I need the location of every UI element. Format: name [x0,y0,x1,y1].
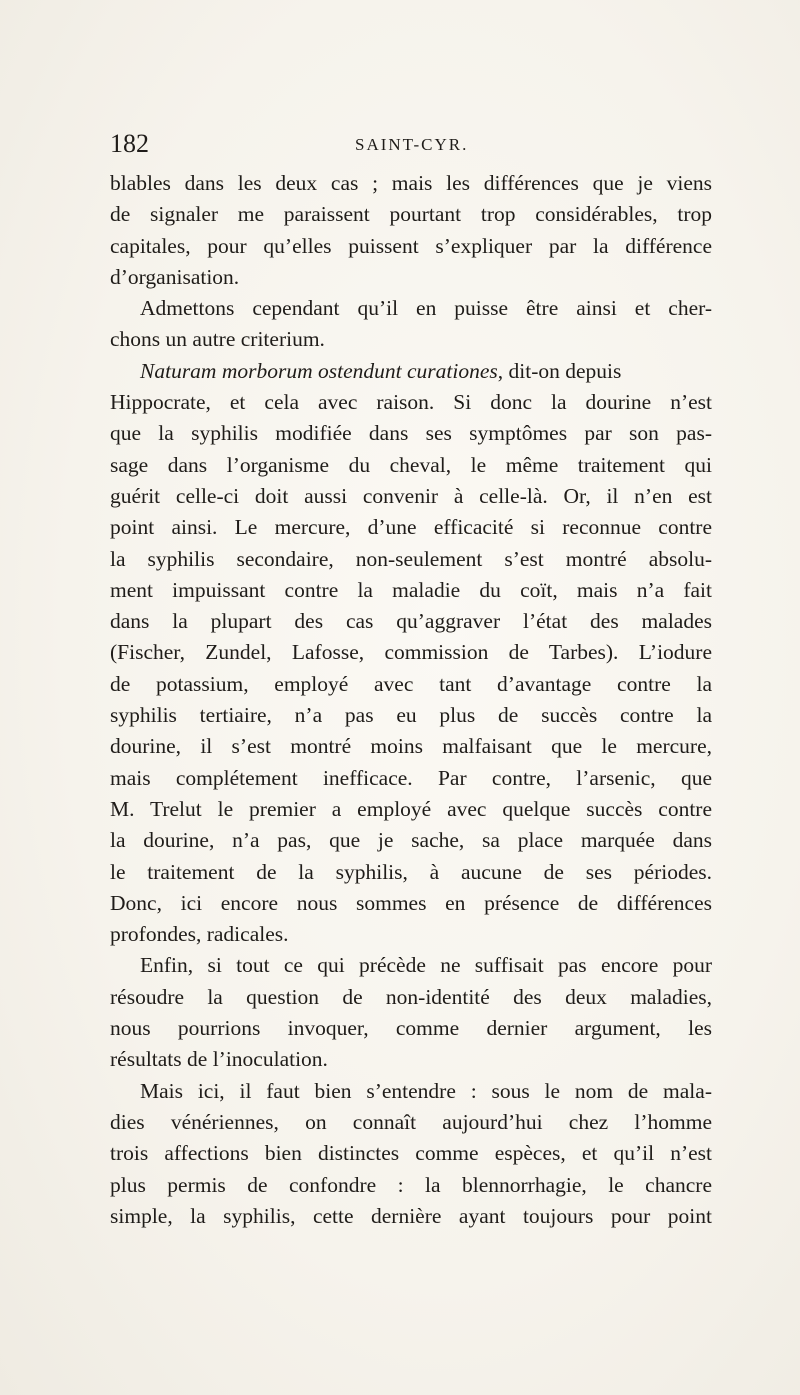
text-line: guérit celle-ci doit aussi convenir à celle-là. Or, il n’en est [110,483,712,508]
text-line: Hippocrate, et cela avec raison. Si donc la dourine n’est [110,390,712,415]
text-line: Donc, ici encore nous sommes en présence de différences [110,890,712,915]
page-header [110,128,712,160]
text-line: résultats de l’inoculation. [110,1047,328,1072]
text-line: Admettons cependant qu’il en puisse être ainsi et cher- [140,296,712,321]
text-line: dies vénériennes, on connaît aujourd’hui chez l’homme [110,1109,712,1134]
text-line: simple, la syphilis, cette dernière ayant toujours pour point [110,1203,712,1228]
text-line: point ainsi. Le mercure, d’une efficacité si reconnue contre [110,515,712,540]
text-line: Mais ici, il faut bien s’entendre : sous le nom de mala- [140,1078,712,1103]
text-line: blables dans les deux cas ; mais les différences que je viens [110,171,712,195]
text-line: M. Trelut le premier a employé avec quelque succès contre [110,796,712,821]
text-line: que la syphilis modifiée dans ses symptômes par son pas- [110,421,712,446]
text-line: profondes, radicales. [110,922,289,947]
text-line: mais complétement inefficace. Par contre, l’arsenic, que [110,765,712,790]
text-line: dans la plupart des cas qu’aggraver l’état des malades [110,609,712,634]
latin-quote: Naturam morborum ostendunt curationes [140,358,498,383]
text-line: capitales, pour qu’elles puissent s’expliquer par la différence [110,233,712,258]
text-line: la syphilis secondaire, non-seulement s’est montré absolu- [110,546,712,571]
text-fragment: , dit-on depuis [497,358,622,383]
text-line: résoudre la question de non-identité des deux maladies, [110,984,712,1009]
text-line: sage dans l’organisme du cheval, le même traitement qui [110,452,712,477]
text-line: Enfin, si tout ce qui précède ne suffisait pas encore pour [140,953,712,978]
text-line: ment impuissant contre la maladie du coït, mais n’a fait [110,577,712,602]
text-line: d’organisation. [110,264,240,289]
text-line: plus permis de confondre : la blennorrhagie, le chancre [110,1172,712,1197]
text-line: la dourine, n’a pas, que je sache, sa place marquée dans [110,828,712,853]
text-line: dourine, il s’est montré moins malfaisant que le mercure, [110,734,712,759]
text-line [110,356,712,387]
running-head: SAINT-CYR. [355,135,469,154]
text-line: le traitement de la syphilis, à aucune de ses périodes. [110,859,712,884]
text-line: de potassium, employé avec tant d’avantage contre la [110,671,712,696]
text-line: (Fischer, Zundel, Lafosse, commission de Tarbes). L’iodure [110,640,712,665]
text-line: syphilis tertiaire, n’a pas eu plus de succès contre la [110,703,712,728]
page-number: 182 [110,129,149,158]
text-line: chons un autre criterium. [110,327,325,352]
text-line: de signaler me paraissent pourtant trop considérables, trop [110,202,712,227]
body-text [110,168,712,1232]
text-line: nous pourrions invoquer, comme dernier argument, les [110,1016,712,1041]
text-line: trois affections bien distinctes comme espèces, et qu’il n’est [110,1141,712,1166]
